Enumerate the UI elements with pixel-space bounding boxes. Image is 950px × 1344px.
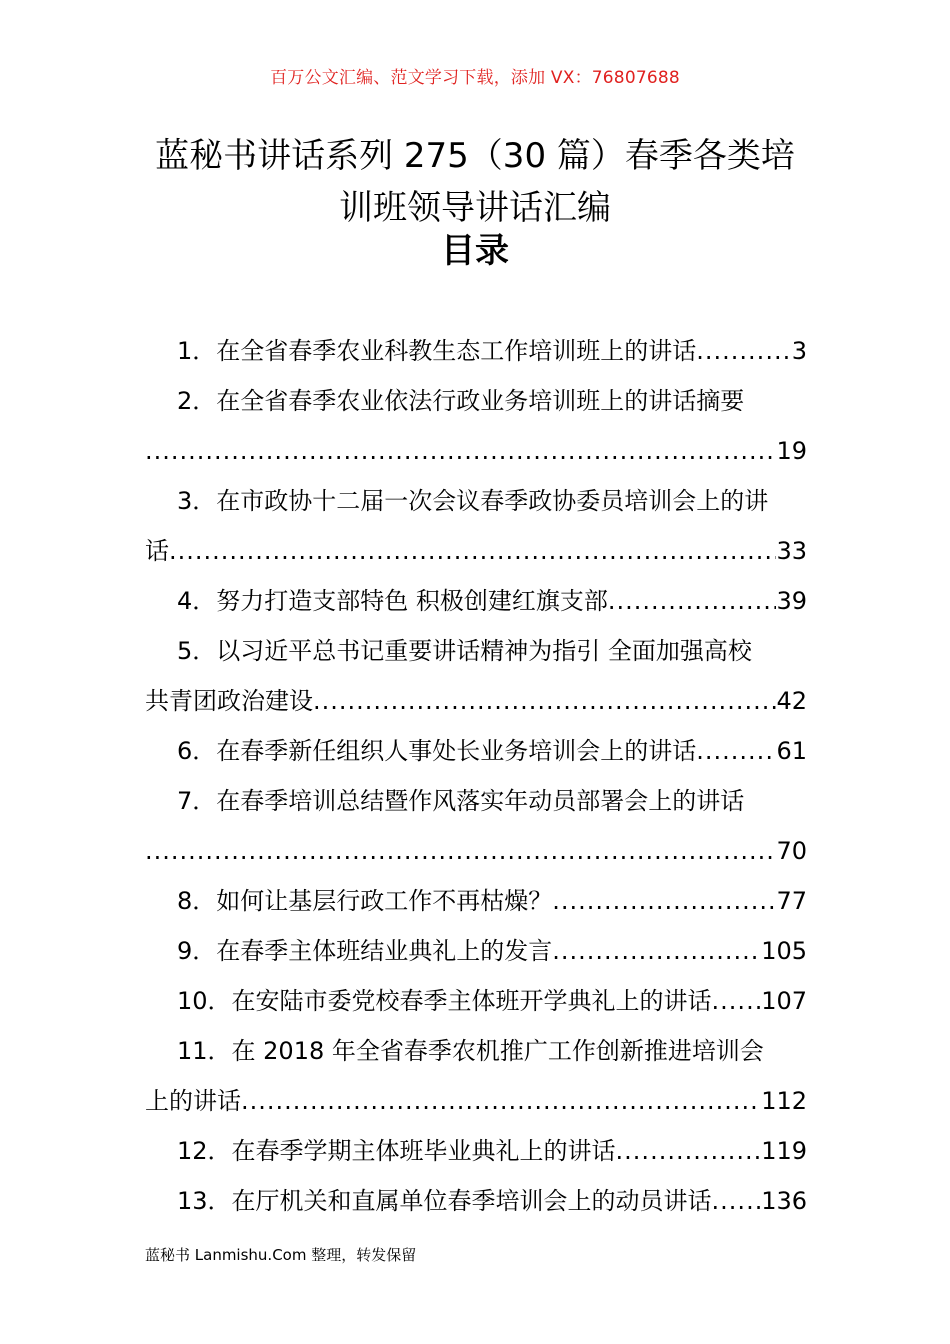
toc-entry[interactable] — [145, 576, 807, 626]
toc-leader-dots — [696, 326, 791, 376]
toc-entry[interactable] — [145, 926, 807, 976]
toc-entry-line — [145, 626, 807, 676]
header-banner: 百万公文汇编、范文学习下载，添加 VX：76807688 — [270, 68, 680, 88]
toc-entry[interactable] — [145, 1176, 807, 1226]
toc-entry-line — [145, 1026, 807, 1076]
toc-entry-line — [145, 576, 807, 626]
toc-leader-dots — [712, 976, 762, 1026]
toc-entry[interactable] — [145, 476, 807, 576]
toc-page-number: 107 — [761, 987, 807, 1015]
toc-entry-title: 13．在厅机关和直属单位春季培训会上的动员讲话 — [177, 1187, 712, 1215]
toc-leader-dots — [145, 826, 776, 876]
toc-entry-title-cont: 上的讲话 — [145, 1087, 241, 1115]
toc-entry-line — [145, 1176, 807, 1226]
toc-entry-title: 8．如何让基层行政工作不再枯燥？ — [177, 887, 553, 915]
toc-entry-title: 4．努力打造支部特色 积极创建红旗支部 — [177, 587, 608, 615]
toc-entry-line — [145, 526, 807, 576]
toc-leader-dots — [169, 526, 776, 576]
toc-entry-title-cont: 共青团政治建设 — [145, 687, 313, 715]
toc-page-number: 119 — [761, 1137, 807, 1165]
document-title — [130, 130, 820, 234]
toc-page-number: 112 — [761, 1087, 807, 1115]
toc-leader-dots — [712, 1176, 762, 1226]
toc-entry-title: 11．在 2018 年全省春季农机推广工作创新推进培训会 — [177, 1037, 764, 1065]
toc-leader-dots — [696, 726, 776, 776]
toc-entry[interactable] — [145, 776, 807, 876]
toc-entry-title-cont: 话 — [145, 537, 169, 565]
toc-entry-title: 7．在春季培训总结暨作风落实年动员部署会上的讲话 — [177, 787, 745, 815]
toc-entry[interactable] — [145, 376, 807, 476]
toc-entry-title: 12．在春季学期主体班毕业典礼上的讲话 — [177, 1137, 616, 1165]
toc-entry-line — [145, 926, 807, 976]
toc-entry-line — [145, 476, 807, 526]
toc-page-number: 3 — [791, 337, 807, 365]
toc-leader-dots — [552, 926, 761, 976]
toc-leader-dots — [145, 426, 776, 476]
toc-entry-line — [145, 876, 807, 926]
table-of-contents — [145, 326, 807, 1226]
toc-entry-title: 3．在市政协十二届一次会议春季政协委员培训会上的讲 — [177, 487, 769, 515]
toc-entry-line — [145, 776, 807, 826]
title-line-2: 训班领导讲话汇编 — [339, 188, 611, 228]
title-line-1: 蓝秘书讲话系列 275（30 篇）春季各类培 — [155, 136, 795, 176]
toc-page-number: 42 — [776, 687, 807, 715]
toc-entry[interactable] — [145, 626, 807, 726]
footer-note: 蓝秘书 Lanmishu.Com 整理，转发保留 — [145, 1246, 417, 1264]
toc-entry-title: 5．以习近平总书记重要讲话精神为指引 全面加强高校 — [177, 637, 752, 665]
toc-page-number: 33 — [776, 537, 807, 565]
toc-leader-dots — [241, 1076, 761, 1126]
toc-entry-title: 9．在春季主体班结业典礼上的发言 — [177, 937, 553, 965]
toc-entry[interactable] — [145, 976, 807, 1026]
toc-entry[interactable] — [145, 326, 807, 376]
toc-page-number: 77 — [776, 887, 807, 915]
toc-entry-line — [145, 1126, 807, 1176]
toc-entry[interactable] — [145, 1126, 807, 1176]
toc-page-number: 136 — [761, 1187, 807, 1215]
toc-page-number: 39 — [776, 587, 807, 615]
toc-leader-dots — [616, 1126, 762, 1176]
toc-page-number: 70 — [776, 837, 807, 865]
toc-entry-line — [145, 976, 807, 1026]
toc-leader-dots — [313, 676, 776, 726]
toc-leader-dots — [608, 576, 777, 626]
toc-entry-title: 2．在全省春季农业依法行政业务培训班上的讲话摘要 — [177, 387, 745, 415]
toc-entry[interactable] — [145, 876, 807, 926]
toc-entry-title: 6．在春季新任组织人事处长业务培训会上的讲话 — [177, 737, 697, 765]
toc-heading: 目录 — [441, 231, 509, 271]
toc-entry-line — [145, 726, 807, 776]
toc-entry-line — [145, 376, 807, 426]
toc-entry-line — [145, 426, 807, 476]
toc-page-number: 61 — [776, 737, 807, 765]
toc-entry[interactable] — [145, 726, 807, 776]
toc-entry[interactable] — [145, 1026, 807, 1126]
toc-entry-line — [145, 1076, 807, 1126]
toc-entry-title: 1．在全省春季农业科教生态工作培训班上的讲话 — [177, 337, 697, 365]
toc-page-number: 19 — [776, 437, 807, 465]
toc-entry-title: 10．在安陆市委党校春季主体班开学典礼上的讲话 — [177, 987, 712, 1015]
toc-entry-line — [145, 826, 807, 876]
toc-entry-line — [145, 326, 807, 376]
toc-leader-dots — [552, 876, 776, 926]
toc-page-number: 105 — [761, 937, 807, 965]
toc-entry-line — [145, 676, 807, 726]
